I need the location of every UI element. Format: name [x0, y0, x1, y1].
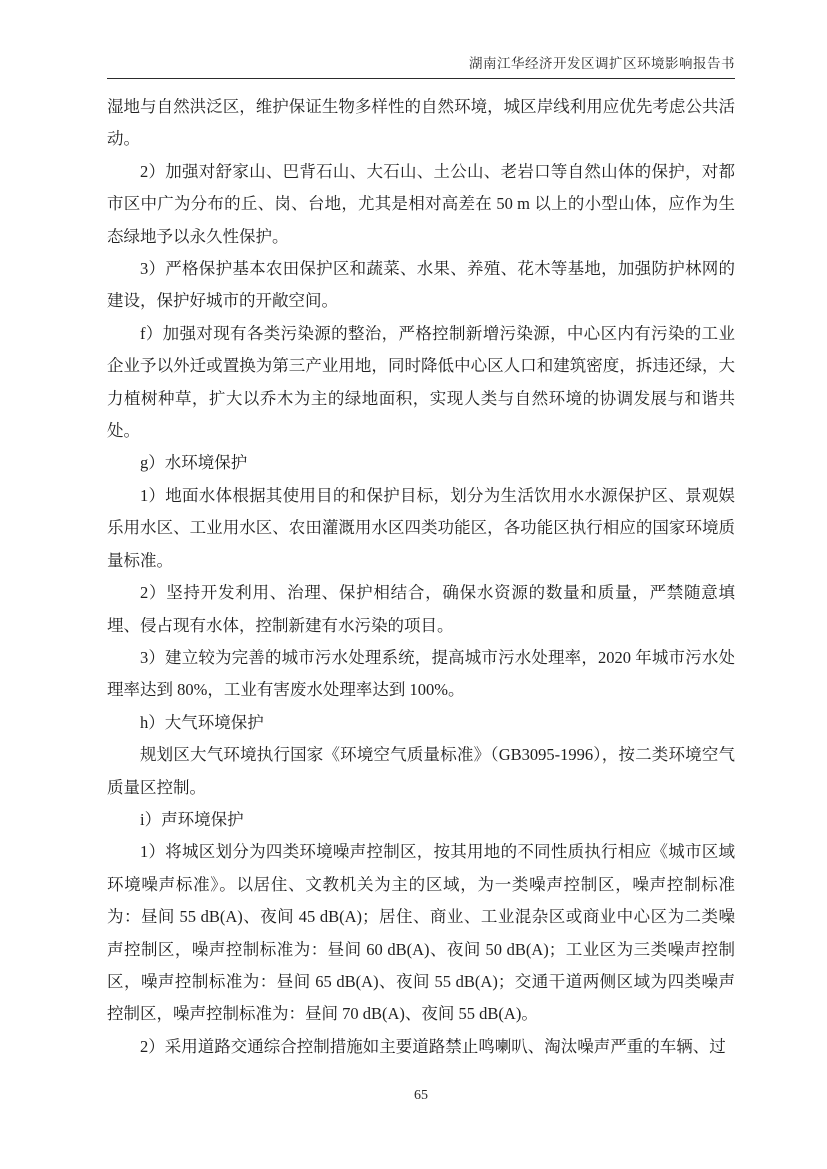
paragraph: f）加强对现有各类污染源的整治，严格控制新增污染源，中心区内有污染的工业企业予以外迁或置换为第三产业用地，同时降低中心区人口和建筑密度，拆违还绿，大力植树种草，扩大以乔木为主的绿地面积，实现人类与自然环境的协调发展与和谐共处。	[107, 323, 735, 441]
paragraph: 1）将城区划分为四类环境噪声控制区，按其用地的不同性质执行相应《城市区域环境噪声标准》。以居住、文教机关为主的区域，为一类噪声控制区，噪声控制标准为：昼间 55 dB(A)、夜间 45 dB(A)；居住、商业、工业混杂区或商业中心区为二类噪声控制区，噪声控制标准为：昼间 60 dB(A)、夜间 50 dB(A)；工业区为三类噪声控制区，噪声控制标准为：昼间 65 dB(A)、夜间 55 dB(A)；交通干道两侧区域为四类噪声控制区，噪声控制标准为：昼间 70 dB(A)、夜间 55 dB(A)。	[107, 842, 735, 1024]
paragraph: 2）采用道路交通综合控制措施如主要道路禁止鸣喇叭、淘汰噪声严重的车辆、过	[140, 1036, 726, 1056]
paragraph: 2）加强对舒家山、巴背石山、大石山、土公山、老岩口等自然山体的保护，对都市区中广为分布的丘、岗、台地，尤其是相对高差在 50 m 以上的小型山体，应作为生态绿地予以永久性保护。	[107, 161, 735, 246]
paragraph: 3）严格保护基本农田保护区和蔬菜、水果、养殖、花木等基地，加强防护林网的建设，保护好城市的开敞空间。	[107, 259, 735, 311]
header-rule	[107, 78, 735, 79]
paragraph: i）声环境保护	[140, 809, 244, 829]
paragraph: 3）建立较为完善的城市污水处理系统，提高城市污水处理率，2020 年城市污水处理率达到 80%，工业有害废水处理率达到 100%。	[107, 647, 735, 700]
paragraph: 规划区大气环境执行国家《环境空气质量标准》（GB3095-1996），按二类环境空气质量区控制。	[107, 745, 735, 797]
paragraph: 1）地面水体根据其使用目的和保护目标，划分为生活饮用水水源保护区、景观娱乐用水区、工业用水区、农田灌溉用水区四类功能区，各功能区执行相应的国家环境质量标准。	[107, 485, 735, 570]
document-body	[107, 91, 735, 1063]
page-footer	[107, 1088, 735, 1104]
page-number: 65	[414, 1088, 428, 1103]
paragraph: h）大气环境保护	[140, 712, 264, 732]
paragraph: 2）坚持开发利用、治理、保护相结合，确保水资源的数量和质量，严禁随意填埋、侵占现有水体，控制新建有水污染的项目。	[107, 583, 735, 635]
page-header	[107, 55, 735, 72]
paragraph: 湿地与自然洪泛区，维护保证生物多样性的自然环境，城区岸线利用应优先考虑公共活动。	[107, 97, 735, 149]
paragraph: g）水环境保护	[140, 453, 248, 473]
header-title: 湖南江华经济开发区调扩区环境影响报告书	[469, 56, 735, 71]
